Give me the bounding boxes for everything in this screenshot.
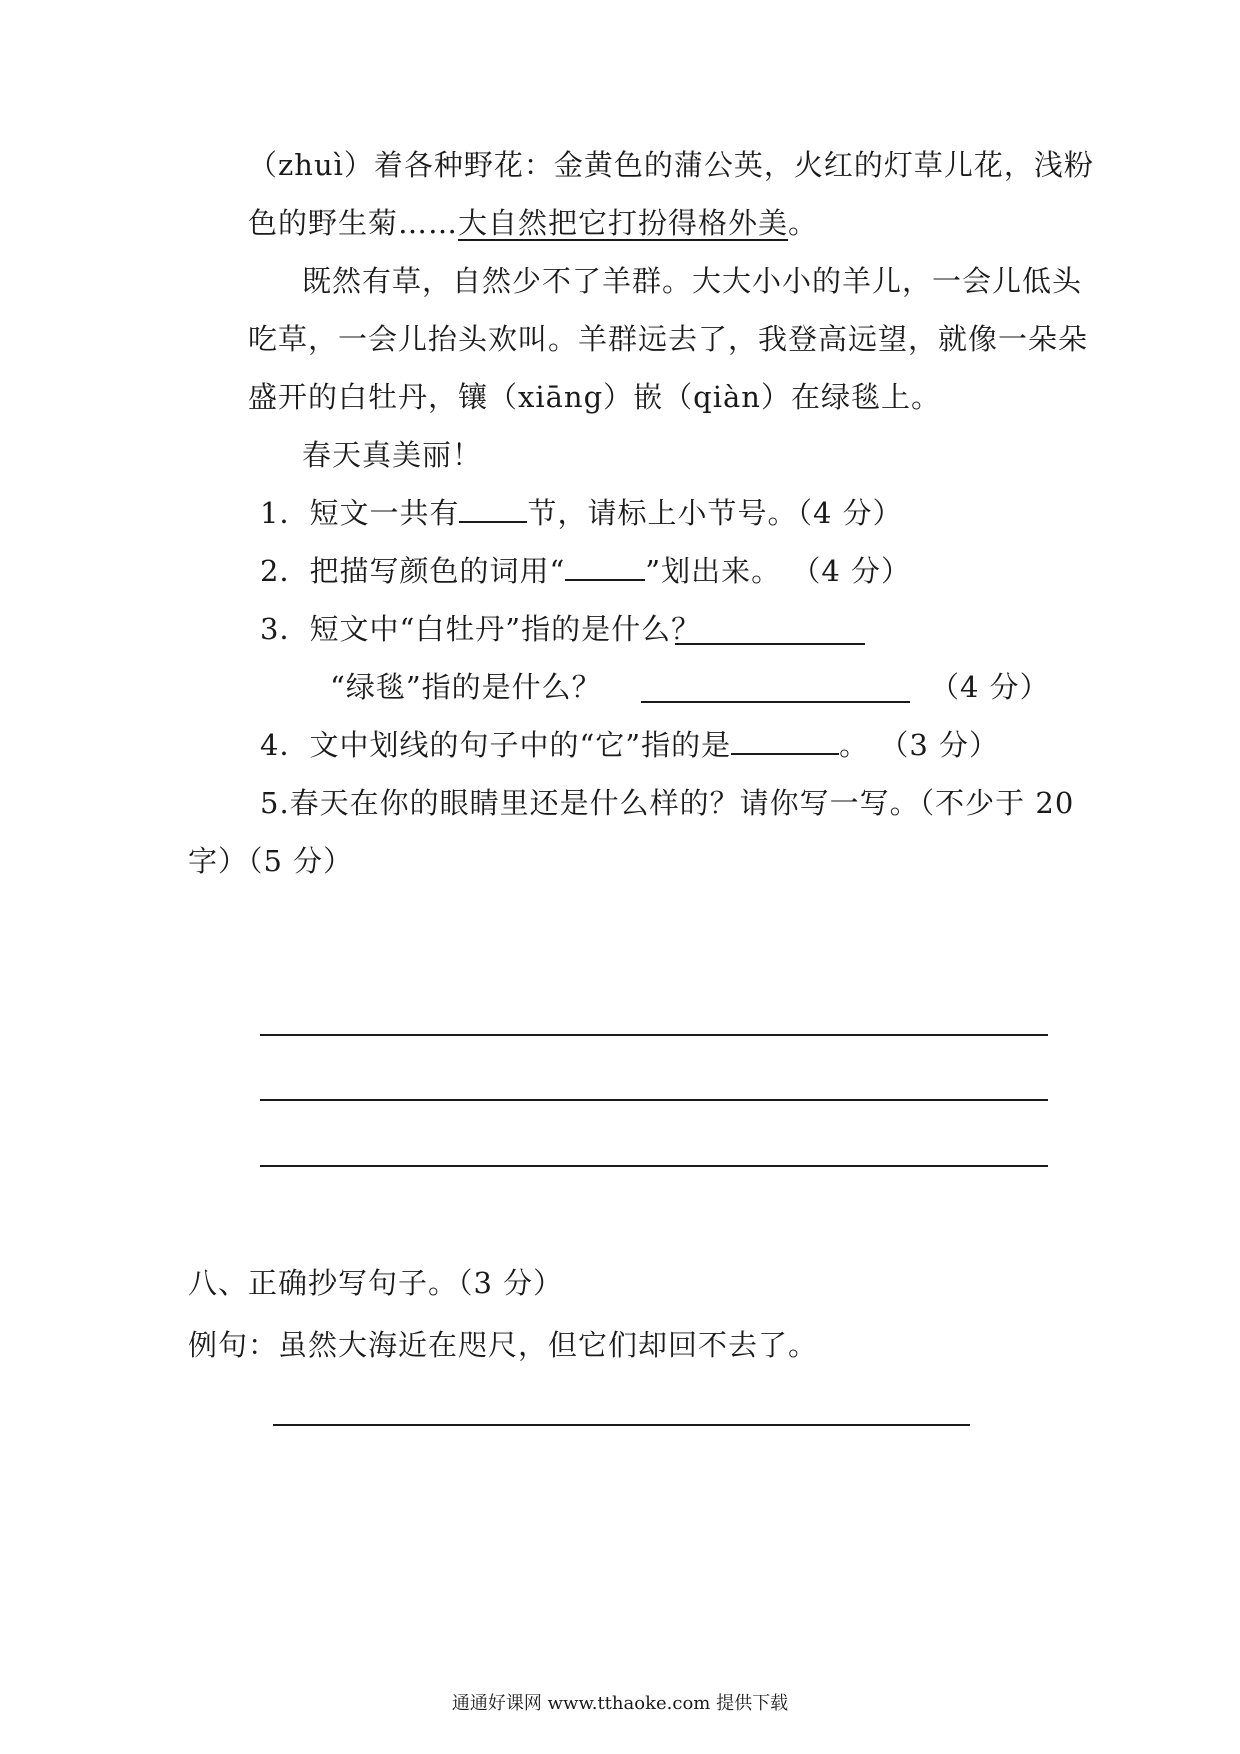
passage-line-2-end: 。 <box>788 206 819 240</box>
question-3b-text: “绿毯”指的是什么？ <box>330 670 602 704</box>
question-2-text: 2．把描写颜色的词用“ <box>260 554 566 588</box>
writing-line-1[interactable] <box>260 1034 1048 1036</box>
question-5-line-1: 5.春天在你的眼睛里还是什么样的？请你写一写。（不少于 20 <box>260 786 1075 820</box>
question-3-text: 3．短文中“白牡丹”指的是什么？ <box>260 612 702 646</box>
passage-line-2 <box>248 203 818 243</box>
answer-blank-4[interactable] <box>731 725 839 755</box>
answer-blank-2[interactable] <box>565 551 645 581</box>
answer-line-3a[interactable] <box>675 643 865 645</box>
answer-blank-1[interactable] <box>459 493 527 523</box>
answer-line-3b[interactable] <box>641 701 910 703</box>
writing-line-2[interactable] <box>260 1099 1048 1101</box>
question-3-score: （4 分） <box>930 670 1050 704</box>
section-8-title: 八、正确抄写句子。（3 分） <box>188 1266 564 1300</box>
question-5-line-2: 字）（5 分） <box>188 844 354 878</box>
passage-para2-line-2: 吃草，一会儿抬头欢叫。羊群远去了，我登高远望，就像一朵朵 <box>248 322 1089 356</box>
passage-line-2-start: 色的野生菊…… <box>248 206 459 240</box>
question-2 <box>260 551 911 591</box>
section-8-example: 例句：虽然大海近在咫尺，但它们却回不去了。 <box>188 1328 819 1362</box>
question-3 <box>260 609 701 649</box>
passage-para3: 春天真美丽！ <box>302 438 483 472</box>
underlined-sentence: 大自然把它打扮得格外美 <box>458 206 789 240</box>
footer-credit: 通通好课网 www.tthaoke.com 提供下载 <box>451 1693 789 1714</box>
question-1-text-end: 节，请标上小节号。（4 分） <box>527 496 903 530</box>
question-4 <box>260 725 999 765</box>
question-1-text: 1．短文一共有 <box>260 496 460 530</box>
question-1 <box>260 493 903 533</box>
passage-para2-line-1: 既然有草，自然少不了羊群。大大小小的羊儿，一会儿低头 <box>302 264 1083 298</box>
passage-para2-line-3: 盛开的白牡丹，镶（xiāng）嵌（qiàn）在绿毯上。 <box>248 380 941 414</box>
question-2-text-end: ”划出来。 （4 分） <box>645 554 911 588</box>
question-4-text: 4．文中划线的句子中的“它”指的是 <box>260 728 732 762</box>
copy-answer-line[interactable] <box>273 1424 970 1426</box>
passage-line-1: （zhuì）着各种野花：金黄色的蒲公英，火红的灯草儿花，浅粉 <box>248 148 1094 182</box>
question-4-text-end: 。 （3 分） <box>839 728 999 762</box>
writing-line-3[interactable] <box>260 1165 1048 1167</box>
